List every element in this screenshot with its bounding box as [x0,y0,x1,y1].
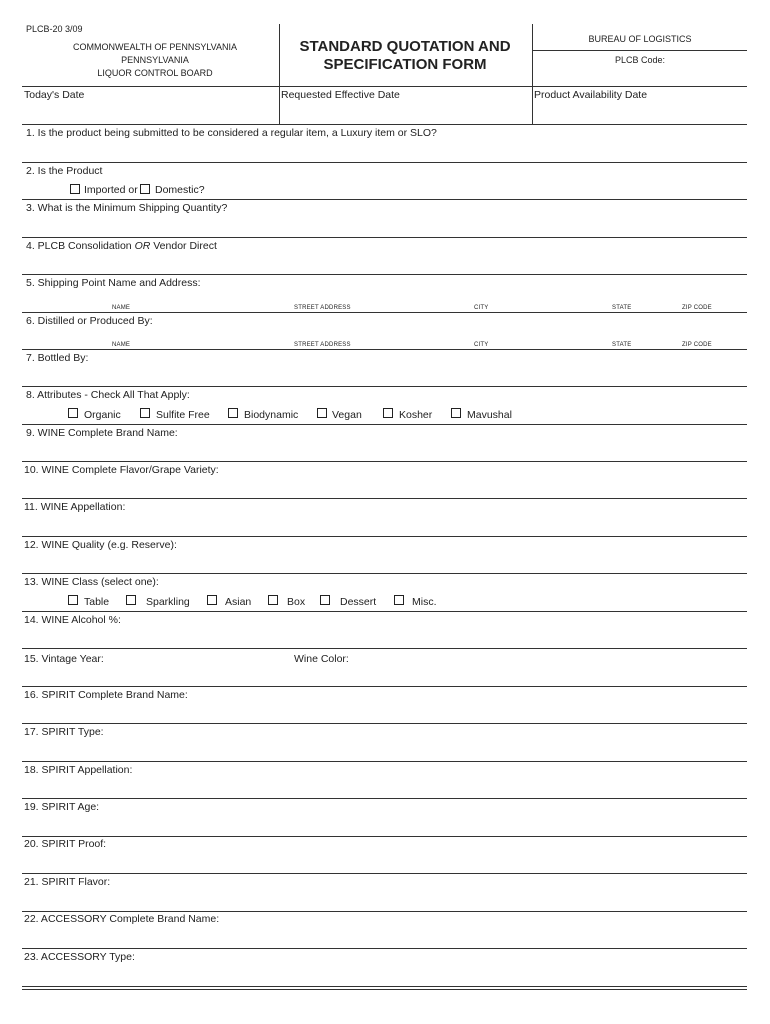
class-table-checkbox[interactable] [68,595,78,605]
q15-label: 15. Vintage Year: [24,653,104,665]
q6-street-caption: STREET ADDRESS [294,342,351,348]
q4-pre: 4. PLCB Consolidation [26,240,135,252]
q18-label: 18. SPIRIT Appellation: [24,764,133,776]
q7-label: 7. Bottled By: [26,352,89,364]
q6-state-caption: STATE [612,342,632,348]
attr-mavushal-label: Mavushal [467,409,512,421]
q5-zip-caption: ZIP CODE [682,305,712,311]
class-misc-label: Misc. [412,596,437,608]
q6-label: 6. Distilled or Produced By: [26,315,153,327]
attr-sulfite-free-checkbox[interactable] [140,408,150,418]
q19-label: 19. SPIRIT Age: [24,801,100,813]
agency-line-2: PENNSYLVANIA [121,55,189,65]
q5-state-caption: STATE [612,305,632,311]
form-title-line-2: SPECIFICATION FORM [323,56,487,73]
class-box-checkbox[interactable] [268,595,278,605]
product-availability-date-label: Product Availability Date [534,89,648,101]
class-table-label: Table [84,596,110,608]
q11-label: 11. WINE Appellation: [24,501,126,513]
imported-checkbox[interactable] [70,184,80,194]
q2-label: 2. Is the Product [26,165,103,177]
imported-label: Imported or [84,184,138,196]
attr-biodynamic-checkbox[interactable] [228,408,238,418]
q4-or: OR [134,240,151,252]
q8-label: 8. Attributes - Check All That Apply: [26,389,190,401]
class-box-label: Box [287,596,306,608]
q10-label: 10. WINE Complete Flavor/Grape Variety: [24,464,219,476]
q6-zip-caption: ZIP CODE [682,342,712,348]
domestic-label: Domestic? [155,184,205,196]
attr-mavushal-checkbox[interactable] [451,408,461,418]
q1-label: 1. Is the product being submitted to be considered a regular item, a Luxury item or SLO? [26,127,437,139]
q9-label: 9. WINE Complete Brand Name: [26,427,178,439]
attr-sulfite-free-label: Sulfite Free [156,409,210,421]
class-sparkling-checkbox[interactable] [126,595,136,605]
agency-line-3: LIQUOR CONTROL BOARD [97,68,213,78]
class-asian-checkbox[interactable] [207,595,217,605]
class-sparkling-label: Sparkling [146,596,190,608]
q3-label: 3. What is the Minimum Shipping Quantity? [26,202,228,214]
attr-organic-label: Organic [84,409,121,421]
attr-vegan-checkbox[interactable] [317,408,327,418]
q6-city-caption: CITY [474,342,489,348]
todays-date-label: Today's Date [24,89,85,101]
attr-vegan-label: Vegan [332,409,362,421]
q6-name-caption: NAME [112,342,131,348]
requested-effective-date-label: Requested Effective Date [281,89,400,101]
q4-post: Vendor Direct [150,240,217,252]
q17-label: 17. SPIRIT Type: [24,726,104,738]
agency-line-1: COMMONWEALTH OF PENNSYLVANIA [72,42,238,52]
class-misc-checkbox[interactable] [394,595,404,605]
q14-label: 14. WINE Alcohol %: [24,614,121,626]
wine-color-label: Wine Color: [294,653,349,665]
q5-name-caption: NAME [112,305,131,311]
plcb-code-label: PLCB Code: [614,55,666,65]
q12-label: 12. WINE Quality (e.g. Reserve): [24,539,177,551]
q20-label: 20. SPIRIT Proof: [24,838,107,850]
q5-street-caption: STREET ADDRESS [294,305,351,311]
q23-label: 23. ACCESSORY Type: [24,951,135,963]
attr-biodynamic-label: Biodynamic [244,409,299,421]
q13-label: 13. WINE Class (select one): [24,576,159,588]
class-dessert-label: Dessert [340,596,377,608]
domestic-checkbox[interactable] [140,184,150,194]
q5-label: 5. Shipping Point Name and Address: [26,277,201,289]
attr-kosher-label: Kosher [399,409,433,421]
q4-label [26,240,217,252]
attr-kosher-checkbox[interactable] [383,408,393,418]
bureau-label: BUREAU OF LOGISTICS [588,34,692,44]
class-asian-label: Asian [225,596,252,608]
q22-label: 22. ACCESSORY Complete Brand Name: [24,913,220,925]
form-id: PLCB-20 3/09 [26,24,83,34]
q5-city-caption: CITY [474,305,489,311]
attr-organic-checkbox[interactable] [68,408,78,418]
class-dessert-checkbox[interactable] [320,595,330,605]
form-title-line-1: STANDARD QUOTATION AND [299,38,511,55]
q21-label: 21. SPIRIT Flavor: [24,876,111,888]
q16-label: 16. SPIRIT Complete Brand Name: [24,689,188,701]
